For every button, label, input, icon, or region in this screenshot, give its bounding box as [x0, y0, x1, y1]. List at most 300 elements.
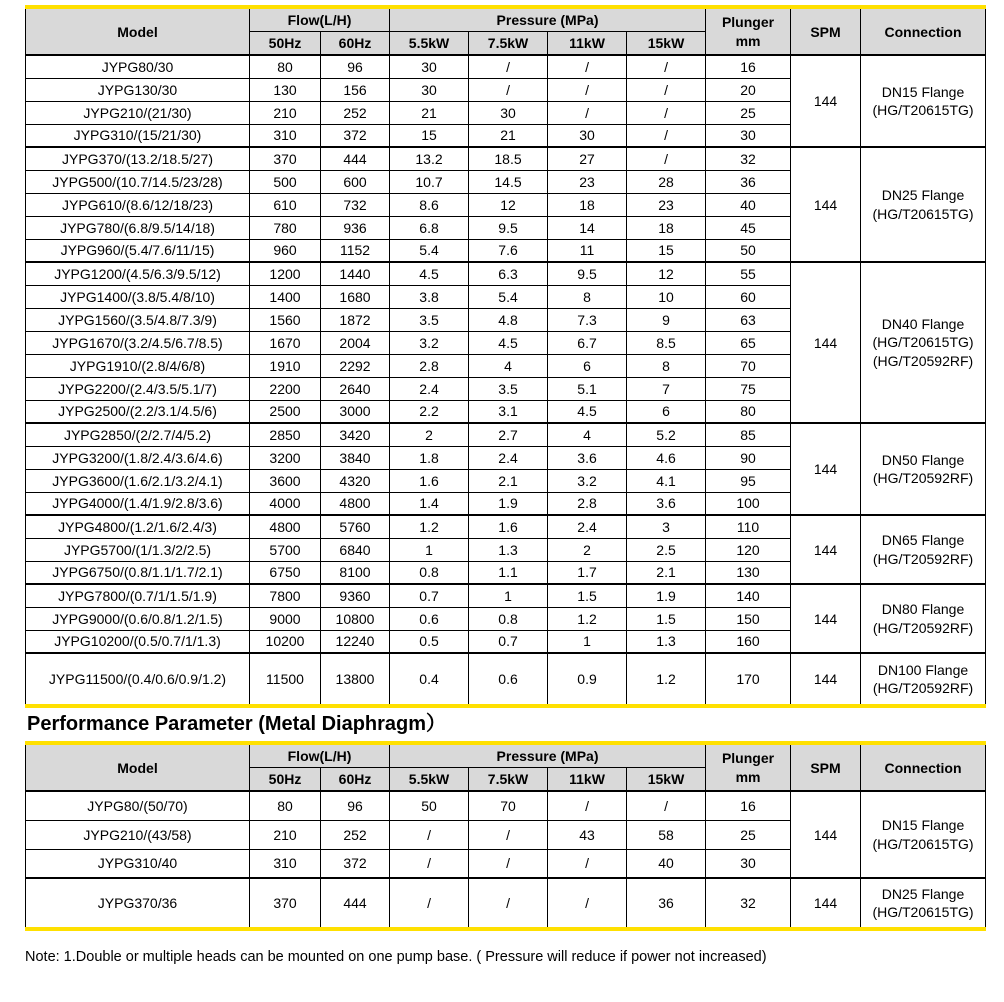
- value-cell: 0.4: [390, 653, 469, 706]
- value-cell: 12: [469, 193, 548, 216]
- spm-cell: 144: [791, 791, 861, 878]
- value-cell: 3.1: [469, 400, 548, 423]
- col-header-hz: 60Hz: [321, 767, 390, 791]
- text-line: Plunger: [721, 750, 775, 767]
- value-cell: 1.2: [548, 607, 627, 630]
- connection-cell: [861, 515, 986, 584]
- model-cell: JYPG3600/(1.6/2.1/3.2/4.1): [26, 469, 250, 492]
- col-header-model: Model: [26, 7, 250, 55]
- value-cell: 1.5: [627, 607, 706, 630]
- value-cell: 60: [706, 285, 791, 308]
- value-cell: 32: [706, 878, 791, 929]
- model-cell: JYPG1670/(3.2/4.5/6.7/8.5): [26, 331, 250, 354]
- value-cell: 210: [250, 820, 321, 849]
- connection-cell: [861, 653, 986, 706]
- value-cell: 1.8: [390, 446, 469, 469]
- value-cell: 6840: [321, 538, 390, 561]
- value-cell: 80: [250, 55, 321, 78]
- value-cell: 0.7: [469, 630, 548, 653]
- value-cell: 40: [627, 849, 706, 878]
- value-cell: 4800: [250, 515, 321, 538]
- value-cell: 70: [469, 791, 548, 820]
- value-cell: 3420: [321, 423, 390, 446]
- value-cell: 25: [706, 101, 791, 124]
- value-cell: 110: [706, 515, 791, 538]
- value-cell: 28: [627, 170, 706, 193]
- value-cell: 2: [548, 538, 627, 561]
- value-cell: 0.8: [469, 607, 548, 630]
- value-cell: 65: [706, 331, 791, 354]
- value-cell: 150: [706, 607, 791, 630]
- model-cell: JYPG4000/(1.4/1.9/2.8/3.6): [26, 492, 250, 515]
- value-cell: 10: [627, 285, 706, 308]
- text-line: mm: [735, 768, 761, 785]
- value-cell: 13.2: [390, 147, 469, 170]
- model-cell: JYPG1910/(2.8/4/6/8): [26, 354, 250, 377]
- value-cell: 1.3: [627, 630, 706, 653]
- value-cell: 45: [706, 216, 791, 239]
- value-cell: 5.4: [469, 285, 548, 308]
- value-cell: 85: [706, 423, 791, 446]
- value-cell: 63: [706, 308, 791, 331]
- value-cell: 1400: [250, 285, 321, 308]
- value-cell: 120: [706, 538, 791, 561]
- value-cell: 10200: [250, 630, 321, 653]
- value-cell: 1.9: [469, 492, 548, 515]
- value-cell: /: [469, 55, 548, 78]
- value-cell: 58: [627, 820, 706, 849]
- table-row: [26, 584, 986, 607]
- model-cell: JYPG370/36: [26, 878, 250, 929]
- value-cell: 500: [250, 170, 321, 193]
- spm-cell: 144: [791, 584, 861, 653]
- value-cell: /: [469, 820, 548, 849]
- text-line: DN15 Flange: [881, 83, 965, 100]
- value-cell: 30: [390, 55, 469, 78]
- connection-cell: [861, 262, 986, 423]
- spm-cell: 144: [791, 653, 861, 706]
- col-header-flow: Flow(L/H): [250, 7, 390, 31]
- value-cell: 9: [627, 308, 706, 331]
- value-cell: 5760: [321, 515, 390, 538]
- value-cell: /: [390, 849, 469, 878]
- model-cell: JYPG310/(15/21/30): [26, 124, 250, 147]
- table-row: [26, 262, 986, 285]
- value-cell: 30: [469, 101, 548, 124]
- value-cell: 75: [706, 377, 791, 400]
- model-cell: JYPG5700/(1/1.3/2/2.5): [26, 538, 250, 561]
- note-text: Note: 1.Double or multiple heads can be mounted on one pump base. ( Pressure will reduce if power not increased): [25, 949, 767, 965]
- text-line: DN65 Flange: [881, 532, 965, 549]
- text-line: (HG/T20592RF): [872, 619, 974, 636]
- value-cell: 4320: [321, 469, 390, 492]
- value-cell: 160: [706, 630, 791, 653]
- model-cell: JYPG11500/(0.4/0.6/0.9/1.2): [26, 653, 250, 706]
- value-cell: 130: [706, 561, 791, 584]
- model-cell: JYPG960/(5.4/7.6/11/15): [26, 239, 250, 262]
- model-cell: JYPG80/(50/70): [26, 791, 250, 820]
- col-header-plunger: [706, 743, 791, 791]
- value-cell: 96: [321, 791, 390, 820]
- value-cell: 4: [469, 354, 548, 377]
- text-line: DN80 Flange: [881, 601, 965, 618]
- value-cell: 27: [548, 147, 627, 170]
- value-cell: 7.6: [469, 239, 548, 262]
- model-cell: JYPG7800/(0.7/1/1.5/1.9): [26, 584, 250, 607]
- value-cell: 1680: [321, 285, 390, 308]
- table-row: [26, 653, 986, 706]
- col-header-model: Model: [26, 743, 250, 791]
- value-cell: 310: [250, 124, 321, 147]
- connection-cell: [861, 147, 986, 262]
- connection-cell: [861, 791, 986, 878]
- table-row: [26, 515, 986, 538]
- value-cell: 7.3: [548, 308, 627, 331]
- value-cell: 50: [390, 791, 469, 820]
- model-cell: JYPG2500/(2.2/3.1/4.5/6): [26, 400, 250, 423]
- value-cell: 2004: [321, 331, 390, 354]
- model-cell: JYPG9000/(0.6/0.8/1.2/1.5): [26, 607, 250, 630]
- value-cell: 2.1: [469, 469, 548, 492]
- value-cell: /: [548, 55, 627, 78]
- value-cell: 600: [321, 170, 390, 193]
- model-cell: JYPG610/(8.6/12/18/23): [26, 193, 250, 216]
- value-cell: 30: [706, 849, 791, 878]
- value-cell: 372: [321, 124, 390, 147]
- value-cell: 370: [250, 147, 321, 170]
- value-cell: 1.1: [469, 561, 548, 584]
- value-cell: 50: [706, 239, 791, 262]
- model-cell: JYPG210/(43/58): [26, 820, 250, 849]
- value-cell: 0.9: [548, 653, 627, 706]
- value-cell: 1.9: [627, 584, 706, 607]
- value-cell: 18.5: [469, 147, 548, 170]
- text-line: DN50 Flange: [881, 451, 965, 468]
- value-cell: 1670: [250, 331, 321, 354]
- value-cell: 2.4: [390, 377, 469, 400]
- value-cell: 1200: [250, 262, 321, 285]
- col-header-kw: 11kW: [548, 767, 627, 791]
- value-cell: 140: [706, 584, 791, 607]
- value-cell: 1152: [321, 239, 390, 262]
- value-cell: /: [548, 849, 627, 878]
- value-cell: /: [469, 878, 548, 929]
- col-header-kw: 5.5kW: [390, 767, 469, 791]
- value-cell: 8.6: [390, 193, 469, 216]
- value-cell: 1560: [250, 308, 321, 331]
- value-cell: /: [627, 147, 706, 170]
- value-cell: /: [548, 791, 627, 820]
- value-cell: 372: [321, 849, 390, 878]
- spm-cell: 144: [791, 55, 861, 147]
- col-header-kw: 15kW: [627, 767, 706, 791]
- value-cell: 12240: [321, 630, 390, 653]
- value-cell: 7800: [250, 584, 321, 607]
- value-cell: 6.3: [469, 262, 548, 285]
- value-cell: 6.7: [548, 331, 627, 354]
- spec-table-metal-diaphragm: [25, 741, 986, 931]
- value-cell: 14: [548, 216, 627, 239]
- value-cell: 9.5: [548, 262, 627, 285]
- value-cell: /: [548, 101, 627, 124]
- connection-cell: [861, 878, 986, 929]
- value-cell: 9360: [321, 584, 390, 607]
- value-cell: 30: [390, 78, 469, 101]
- text-line: DN100 Flange: [877, 661, 969, 678]
- value-cell: 6: [548, 354, 627, 377]
- value-cell: 6.8: [390, 216, 469, 239]
- value-cell: 32: [706, 147, 791, 170]
- text-line: mm: [735, 32, 761, 49]
- header-row: [26, 7, 986, 31]
- value-cell: 20: [706, 78, 791, 101]
- value-cell: 2: [390, 423, 469, 446]
- value-cell: 1.2: [390, 515, 469, 538]
- model-cell: JYPG4800/(1.2/1.6/2.4/3): [26, 515, 250, 538]
- value-cell: 6750: [250, 561, 321, 584]
- value-cell: 10.7: [390, 170, 469, 193]
- table-row: [26, 791, 986, 820]
- value-cell: 14.5: [469, 170, 548, 193]
- value-cell: 21: [390, 101, 469, 124]
- value-cell: 960: [250, 239, 321, 262]
- value-cell: 13800: [321, 653, 390, 706]
- value-cell: 0.6: [469, 653, 548, 706]
- text-line: (HG/T20615TG): [872, 205, 974, 222]
- value-cell: 3000: [321, 400, 390, 423]
- value-cell: 444: [321, 878, 390, 929]
- col-header-kw: 11kW: [548, 31, 627, 55]
- col-header-hz: 50Hz: [250, 31, 321, 55]
- value-cell: 11500: [250, 653, 321, 706]
- value-cell: 8.5: [627, 331, 706, 354]
- col-header-kw: 5.5kW: [390, 31, 469, 55]
- value-cell: 12: [627, 262, 706, 285]
- value-cell: 70: [706, 354, 791, 377]
- value-cell: /: [627, 101, 706, 124]
- value-cell: /: [548, 78, 627, 101]
- text-line: (HG/T20615TG): [872, 835, 974, 852]
- text-line: (HG/T20592RF): [872, 352, 974, 369]
- col-header-connection: Connection: [861, 743, 986, 791]
- value-cell: 36: [706, 170, 791, 193]
- col-header-pressure: Pressure (MPa): [390, 7, 706, 31]
- value-cell: 1.7: [548, 561, 627, 584]
- value-cell: 23: [627, 193, 706, 216]
- spm-cell: 144: [791, 423, 861, 515]
- value-cell: 2.8: [548, 492, 627, 515]
- value-cell: 2292: [321, 354, 390, 377]
- value-cell: 370: [250, 878, 321, 929]
- value-cell: 1872: [321, 308, 390, 331]
- model-cell: JYPG10200/(0.5/0.7/1/1.3): [26, 630, 250, 653]
- value-cell: 55: [706, 262, 791, 285]
- value-cell: 3.2: [548, 469, 627, 492]
- value-cell: 4.5: [469, 331, 548, 354]
- value-cell: 95: [706, 469, 791, 492]
- model-cell: JYPG310/40: [26, 849, 250, 878]
- value-cell: 3.6: [627, 492, 706, 515]
- value-cell: 5.1: [548, 377, 627, 400]
- value-cell: 1: [548, 630, 627, 653]
- spec-table-top: [25, 5, 986, 708]
- col-header-flow: Flow(L/H): [250, 743, 390, 767]
- value-cell: 0.5: [390, 630, 469, 653]
- value-cell: 4.6: [627, 446, 706, 469]
- value-cell: 1.6: [469, 515, 548, 538]
- value-cell: 2500: [250, 400, 321, 423]
- value-cell: 0.6: [390, 607, 469, 630]
- header-row: [26, 743, 986, 767]
- table-row: [26, 878, 986, 929]
- value-cell: 1: [390, 538, 469, 561]
- col-header-spm: SPM: [791, 743, 861, 791]
- value-cell: 1.5: [548, 584, 627, 607]
- spm-cell: 144: [791, 262, 861, 423]
- value-cell: 96: [321, 55, 390, 78]
- value-cell: 3600: [250, 469, 321, 492]
- text-line: (HG/T20615TG): [872, 904, 974, 920]
- value-cell: 156: [321, 78, 390, 101]
- text-line: (HG/T20592RF): [872, 680, 974, 696]
- value-cell: 40: [706, 193, 791, 216]
- value-cell: 11: [548, 239, 627, 262]
- text-line: (HG/T20615TG): [872, 334, 974, 351]
- model-cell: JYPG130/30: [26, 78, 250, 101]
- col-header-connection: Connection: [861, 7, 986, 55]
- spm-cell: 144: [791, 515, 861, 584]
- model-cell: JYPG370/(13.2/18.5/27): [26, 147, 250, 170]
- value-cell: /: [627, 78, 706, 101]
- value-cell: 2640: [321, 377, 390, 400]
- col-header-kw: 15kW: [627, 31, 706, 55]
- model-cell: JYPG210/(21/30): [26, 101, 250, 124]
- col-header-pressure: Pressure (MPa): [390, 743, 706, 767]
- value-cell: 100: [706, 492, 791, 515]
- value-cell: /: [390, 820, 469, 849]
- value-cell: 2.4: [548, 515, 627, 538]
- spm-cell: 144: [791, 878, 861, 929]
- value-cell: 610: [250, 193, 321, 216]
- text-line: DN25 Flange: [881, 187, 965, 204]
- value-cell: 3.5: [469, 377, 548, 400]
- value-cell: 4.5: [548, 400, 627, 423]
- value-cell: 3.5: [390, 308, 469, 331]
- value-cell: 23: [548, 170, 627, 193]
- table-row: [26, 423, 986, 446]
- table-row: [26, 55, 986, 78]
- value-cell: 30: [548, 124, 627, 147]
- model-cell: JYPG1400/(3.8/5.4/8/10): [26, 285, 250, 308]
- model-cell: JYPG2850/(2/2.7/4/5.2): [26, 423, 250, 446]
- value-cell: 3.8: [390, 285, 469, 308]
- value-cell: 9000: [250, 607, 321, 630]
- value-cell: 90: [706, 446, 791, 469]
- value-cell: 4.8: [469, 308, 548, 331]
- connection-cell: [861, 584, 986, 653]
- text-line: (HG/T20592RF): [872, 550, 974, 567]
- value-cell: 4.1: [627, 469, 706, 492]
- value-cell: 3: [627, 515, 706, 538]
- value-cell: 10800: [321, 607, 390, 630]
- model-cell: JYPG80/30: [26, 55, 250, 78]
- value-cell: 252: [321, 101, 390, 124]
- value-cell: 310: [250, 849, 321, 878]
- value-cell: 732: [321, 193, 390, 216]
- value-cell: 2.5: [627, 538, 706, 561]
- value-cell: 16: [706, 55, 791, 78]
- col-header-hz: 50Hz: [250, 767, 321, 791]
- value-cell: 4800: [321, 492, 390, 515]
- value-cell: /: [627, 791, 706, 820]
- text-line: Plunger: [721, 14, 775, 31]
- value-cell: 1.3: [469, 538, 548, 561]
- col-header-kw: 7.5kW: [469, 767, 548, 791]
- value-cell: 2.7: [469, 423, 548, 446]
- connection-cell: [861, 423, 986, 515]
- value-cell: 4: [548, 423, 627, 446]
- value-cell: 18: [627, 216, 706, 239]
- value-cell: 3840: [321, 446, 390, 469]
- model-cell: JYPG500/(10.7/14.5/23/28): [26, 170, 250, 193]
- value-cell: 2.2: [390, 400, 469, 423]
- value-cell: /: [627, 124, 706, 147]
- value-cell: /: [627, 55, 706, 78]
- value-cell: 2200: [250, 377, 321, 400]
- text-line: (HG/T20615TG): [872, 102, 974, 118]
- value-cell: 25: [706, 820, 791, 849]
- value-cell: 18: [548, 193, 627, 216]
- value-cell: 4000: [250, 492, 321, 515]
- value-cell: /: [469, 78, 548, 101]
- value-cell: 1910: [250, 354, 321, 377]
- model-cell: JYPG2200/(2.4/3.5/5.1/7): [26, 377, 250, 400]
- value-cell: 7: [627, 377, 706, 400]
- text-line: DN25 Flange: [881, 885, 965, 902]
- value-cell: 4.5: [390, 262, 469, 285]
- value-cell: 80: [250, 791, 321, 820]
- value-cell: /: [390, 878, 469, 929]
- value-cell: 3.2: [390, 331, 469, 354]
- value-cell: 444: [321, 147, 390, 170]
- section-title: Performance Parameter (Metal Diaphragm）: [27, 713, 447, 735]
- value-cell: 1.4: [390, 492, 469, 515]
- value-cell: 2850: [250, 423, 321, 446]
- value-cell: 36: [627, 878, 706, 929]
- value-cell: 0.8: [390, 561, 469, 584]
- value-cell: 43: [548, 820, 627, 849]
- value-cell: 3.6: [548, 446, 627, 469]
- value-cell: 210: [250, 101, 321, 124]
- text-line: DN15 Flange: [881, 817, 965, 834]
- value-cell: 16: [706, 791, 791, 820]
- value-cell: 1.6: [390, 469, 469, 492]
- model-cell: JYPG1560/(3.5/4.8/7.3/9): [26, 308, 250, 331]
- value-cell: 936: [321, 216, 390, 239]
- value-cell: 252: [321, 820, 390, 849]
- spm-cell: 144: [791, 147, 861, 262]
- value-cell: 9.5: [469, 216, 548, 239]
- value-cell: 80: [706, 400, 791, 423]
- value-cell: 1440: [321, 262, 390, 285]
- value-cell: 5.4: [390, 239, 469, 262]
- value-cell: 15: [627, 239, 706, 262]
- value-cell: 2.4: [469, 446, 548, 469]
- value-cell: 15: [390, 124, 469, 147]
- text-line: (HG/T20592RF): [872, 470, 974, 486]
- text-line: DN40 Flange: [881, 316, 965, 333]
- model-cell: JYPG6750/(0.8/1.1/1.7/2.1): [26, 561, 250, 584]
